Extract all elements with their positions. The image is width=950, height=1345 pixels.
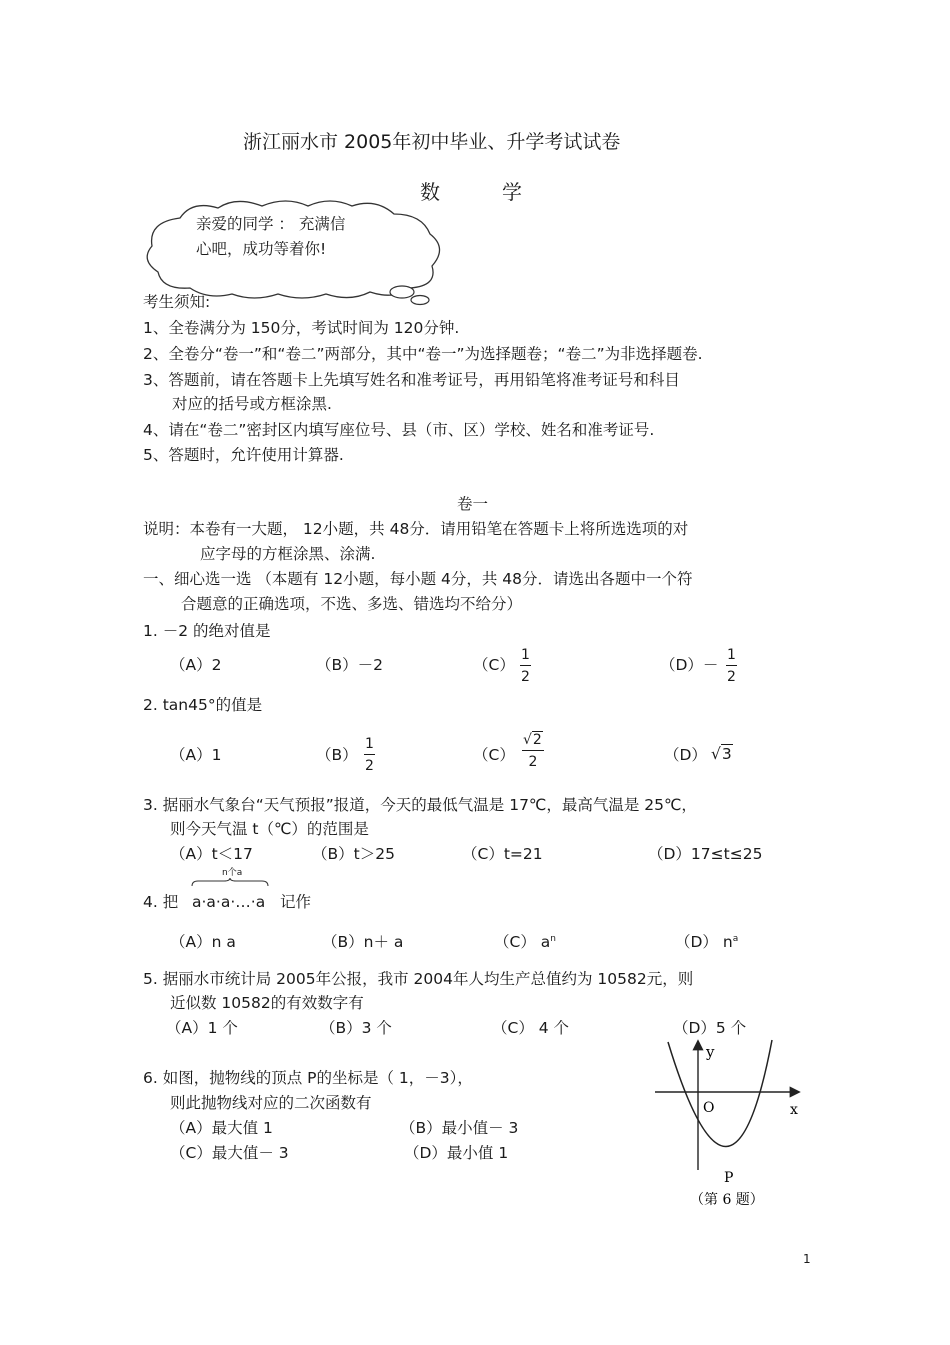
vertex-label: P — [724, 1170, 734, 1186]
question-4-option-d — [675, 933, 738, 952]
question-4-stem-pre: 4. 把 — [143, 893, 179, 911]
power-base: （D） n — [675, 933, 733, 951]
question-4-option-a: （A）n a — [170, 933, 236, 951]
question-3-stem-a: 3. 据丽水气象台“天气预报”报道，今天的最低气温是 17℃，最高气温是 25℃， — [143, 796, 697, 814]
question-5-stem-a: 5. 据丽水市统计局 2005年公报，我市 2004年人均生产总值约为 10582元，则 — [143, 970, 694, 988]
question-2-stem: 2. tan45°的值是 — [143, 696, 263, 714]
notice-item-4: 4、请在“卷二”密封区内填写座位号、县（市、区）学校、姓名和准考证号. — [143, 421, 655, 439]
sqrt-sign: √2 — [523, 732, 542, 748]
power-exponent: n — [550, 934, 556, 944]
subject-title: 数学 — [420, 180, 584, 204]
fraction-numerator: 1 — [726, 648, 737, 666]
radicand: 2 — [532, 732, 542, 748]
y-axis-label: y — [706, 1043, 715, 1061]
cloud-text-line1: 亲爱的同学 ： 充满信 — [196, 215, 346, 233]
question-2-option-d-label: （D） — [664, 746, 707, 764]
question-1-option-a: （A）2 — [170, 656, 222, 674]
page-title: 浙江丽水市 2005年初中毕业、升学考试试卷 — [243, 131, 621, 153]
fraction-numerator: 1 — [520, 648, 531, 666]
question-6-option-a: （A）最大值 1 — [170, 1119, 273, 1137]
part1-description-a: 说明：本卷有一大题， 12小题，共 48分．请用铅笔在答题卡上将所选选项的对 — [143, 520, 689, 538]
power-exponent: a — [732, 934, 739, 944]
question-6-option-c: （C）最大值－ 3 — [170, 1144, 289, 1162]
question-4-option-c — [494, 933, 556, 952]
underbrace-icon — [190, 878, 270, 888]
question-5-option-b: （B）3 个 — [320, 1019, 392, 1037]
question-1-option-b: （B）－2 — [316, 656, 383, 674]
question-1-option-c-fraction — [520, 648, 531, 684]
question-2-option-c-label: （C） — [473, 746, 515, 764]
radicand: 3 — [721, 745, 732, 763]
question-3-option-a: （A）t＜17 — [170, 845, 253, 863]
power-base: （C） a — [494, 933, 551, 951]
question-6-stem-a: 6. 如图，抛物线的顶点 P的坐标是（ 1，－3）， — [143, 1069, 473, 1087]
question-1-stem: 1. －2 的绝对值是 — [143, 622, 271, 640]
question-3-stem-b: 则今天气温 t（℃）的范围是 — [170, 820, 369, 838]
question-1-option-d-label: （D）－ — [660, 656, 719, 674]
origin-label: O — [703, 1100, 715, 1116]
question-4-brace-label: n个a — [222, 868, 243, 878]
question-6-stem-b: 则此抛物线对应的二次函数有 — [170, 1094, 372, 1112]
notice-item-3a: 3、答题前，请在答题卡上先填写姓名和准考证号，再用铅笔将准考证号和科目 — [143, 371, 680, 389]
question-4-expression: a·a·a·…·a — [192, 893, 266, 911]
notice-item-3b: 对应的括号或方框涂黑. — [172, 395, 332, 413]
question-3-option-c: （C）t=21 — [462, 845, 543, 863]
fraction-denominator: 2 — [365, 758, 374, 774]
question-5-option-a: （A）1 个 — [166, 1019, 238, 1037]
question-3-option-d: （D）17≤t≤25 — [648, 845, 763, 863]
fraction-denominator: 2 — [528, 754, 538, 770]
question-6-option-d: （D）最小值 1 — [404, 1144, 509, 1162]
question-2-option-b-fraction — [364, 737, 375, 773]
cloud-text-line2: 心吧，成功等着你! — [196, 240, 327, 258]
question-2-option-d-sqrt: √3 — [711, 745, 732, 763]
question-6-option-b: （B）最小值－ 3 — [400, 1119, 519, 1137]
question-5-option-c: （C） 4 个 — [492, 1019, 570, 1037]
section-heading-a: 一、细心选一选 （本题有 12小题，每小题 4分，共 48分．请选出各题中一个符 — [143, 570, 693, 588]
part1-description-b: 应字母的方框涂黑、涂满. — [200, 545, 376, 563]
fraction-numerator: 1 — [364, 737, 375, 755]
parabola-curve — [668, 1040, 772, 1147]
x-axis-label: x — [790, 1102, 798, 1118]
question-2-option-b-label: （B） — [316, 746, 358, 764]
question-5-option-d: （D）5 个 — [673, 1019, 747, 1037]
question-3-option-b: （B）t＞25 — [312, 845, 395, 863]
question-2-option-a: （A）1 — [170, 746, 222, 764]
section-heading-b: 合题意的正确选项，不选、多选、错选均不给分） — [181, 595, 523, 613]
fraction-denominator: 2 — [727, 669, 736, 685]
notice-item-1: 1、全卷满分为 150分，考试时间为 120分钟. — [143, 319, 460, 337]
question-1-option-d-fraction — [726, 648, 737, 684]
question-5-stem-b: 近似数 10582的有效数字有 — [170, 994, 364, 1012]
fraction-numerator — [522, 733, 544, 751]
notice-item-5: 5、答题时，允许使用计算器. — [143, 446, 344, 464]
figure-caption: （第 6 题） — [690, 1192, 764, 1208]
part1-label: 卷一 — [457, 495, 489, 513]
parabola-figure — [650, 1036, 810, 1218]
notice-item-2: 2、全卷分“卷一”和“卷二”两部分，其中“卷一”为选择题卷；“卷二”为非选择题卷. — [143, 345, 703, 363]
page-number: 1 — [803, 1252, 811, 1266]
notice-heading: 考生须知: — [143, 293, 211, 311]
question-1-option-c-label: （C） — [473, 656, 515, 674]
question-4-stem-post: 记作 — [280, 893, 312, 911]
fraction-denominator: 2 — [521, 669, 530, 685]
question-2-option-c-fraction — [522, 733, 544, 769]
question-4-option-b: （B）n＋ a — [322, 933, 404, 951]
